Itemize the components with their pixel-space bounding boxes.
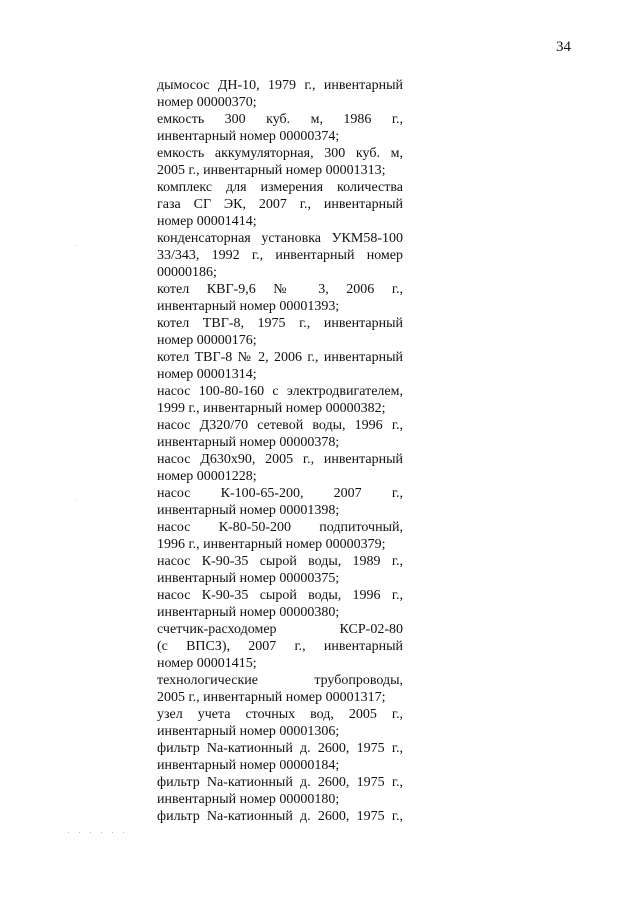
- text-line: 33/343, 1992 г., инвентарный номер: [157, 248, 403, 263]
- text-line: насос К-90-35 сырой воды, 1996 г.,: [157, 588, 403, 603]
- text-line: конденсаторная установка УКМ58-100: [157, 231, 403, 246]
- text-line: инвентарный номер 00001398;: [157, 503, 340, 518]
- scan-speck: [112, 832, 113, 833]
- text-line: 00000186;: [157, 265, 217, 280]
- text-line: номер 00000176;: [157, 333, 257, 348]
- scan-specks: [68, 832, 124, 833]
- scan-speck: [90, 832, 91, 833]
- scan-speck: [68, 832, 69, 833]
- text-line: насос Д320/70 сетевой воды, 1996 г.,: [157, 418, 403, 433]
- text-line: насос 100-80-160 с электродвигателем,: [157, 384, 403, 399]
- text-line: котел ТВГ-8, 1975 г., инвентарный: [157, 316, 403, 331]
- text-line: фильтр Na-катионный д. 2600, 1975 г.,: [157, 741, 403, 756]
- text-line: номер 00001415;: [157, 656, 257, 671]
- document-body: [157, 77, 403, 825]
- scan-speck: [123, 832, 124, 833]
- text-line: технологические трубопроводы,: [157, 673, 403, 688]
- margin-speck: [76, 245, 77, 246]
- text-line: котел КВГ-9,6 № 3, 2006 г.,: [157, 282, 403, 297]
- text-line: насос К-80-50-200 подпиточный,: [157, 520, 403, 535]
- text-line: 1999 г., инвентарный номер 00000382;: [157, 401, 386, 416]
- text-line: насос Д630х90, 2005 г., инвентарный: [157, 452, 403, 467]
- text-line: фильтр Na-катионный д. 2600, 1975 г.,: [157, 809, 403, 824]
- text-line: насос К-100-65-200, 2007 г.,: [157, 486, 403, 501]
- text-line: номер 00001228;: [157, 469, 257, 484]
- text-line: счетчик-расходомер КСР-02-80: [157, 622, 403, 637]
- text-line: номер 00001314;: [157, 367, 257, 382]
- scan-speck: [101, 832, 102, 833]
- text-line: инвентарный номер 00000374;: [157, 129, 340, 144]
- text-line: емкость 300 куб. м, 1986 г.,: [157, 112, 403, 127]
- text-line: 1996 г., инвентарный номер 00000379;: [157, 537, 386, 552]
- text-line: котел ТВГ-8 № 2, 2006 г., инвентарный: [157, 350, 403, 365]
- text-line: инвентарный номер 00000378;: [157, 435, 340, 450]
- page-number: 34: [556, 39, 571, 55]
- text-line: инвентарный номер 00001306;: [157, 724, 340, 739]
- text-line: узел учета сточных вод, 2005 г.,: [157, 707, 403, 722]
- margin-speck: [76, 500, 77, 501]
- text-line: газа СГ ЭК, 2007 г., инвентарный: [157, 197, 403, 212]
- text-line: номер 00000370;: [157, 95, 257, 110]
- text-line: инвентарный номер 00000375;: [157, 571, 340, 586]
- text-line: (с ВПСЗ), 2007 г., инвентарный: [157, 639, 403, 654]
- text-line: инвентарный номер 00000184;: [157, 758, 340, 773]
- text-line: инвентарный номер 00001393;: [157, 299, 340, 314]
- scan-speck: [79, 832, 80, 833]
- text-line: 2005 г., инвентарный номер 00001317;: [157, 690, 386, 705]
- text-line: номер 00001414;: [157, 214, 257, 229]
- text-line: инвентарный номер 00000380;: [157, 605, 340, 620]
- text-line: инвентарный номер 00000180;: [157, 792, 340, 807]
- text-line: фильтр Na-катионный д. 2600, 1975 г.,: [157, 775, 403, 790]
- text-line: насос К-90-35 сырой воды, 1989 г.,: [157, 554, 403, 569]
- text-line: 2005 г., инвентарный номер 00001313;: [157, 163, 386, 178]
- text-line: комплекс для измерения количества: [157, 180, 403, 195]
- text-line: дымосос ДН-10, 1979 г., инвентарный: [157, 78, 403, 93]
- text-line: емкость аккумуляторная, 300 куб. м,: [157, 146, 403, 161]
